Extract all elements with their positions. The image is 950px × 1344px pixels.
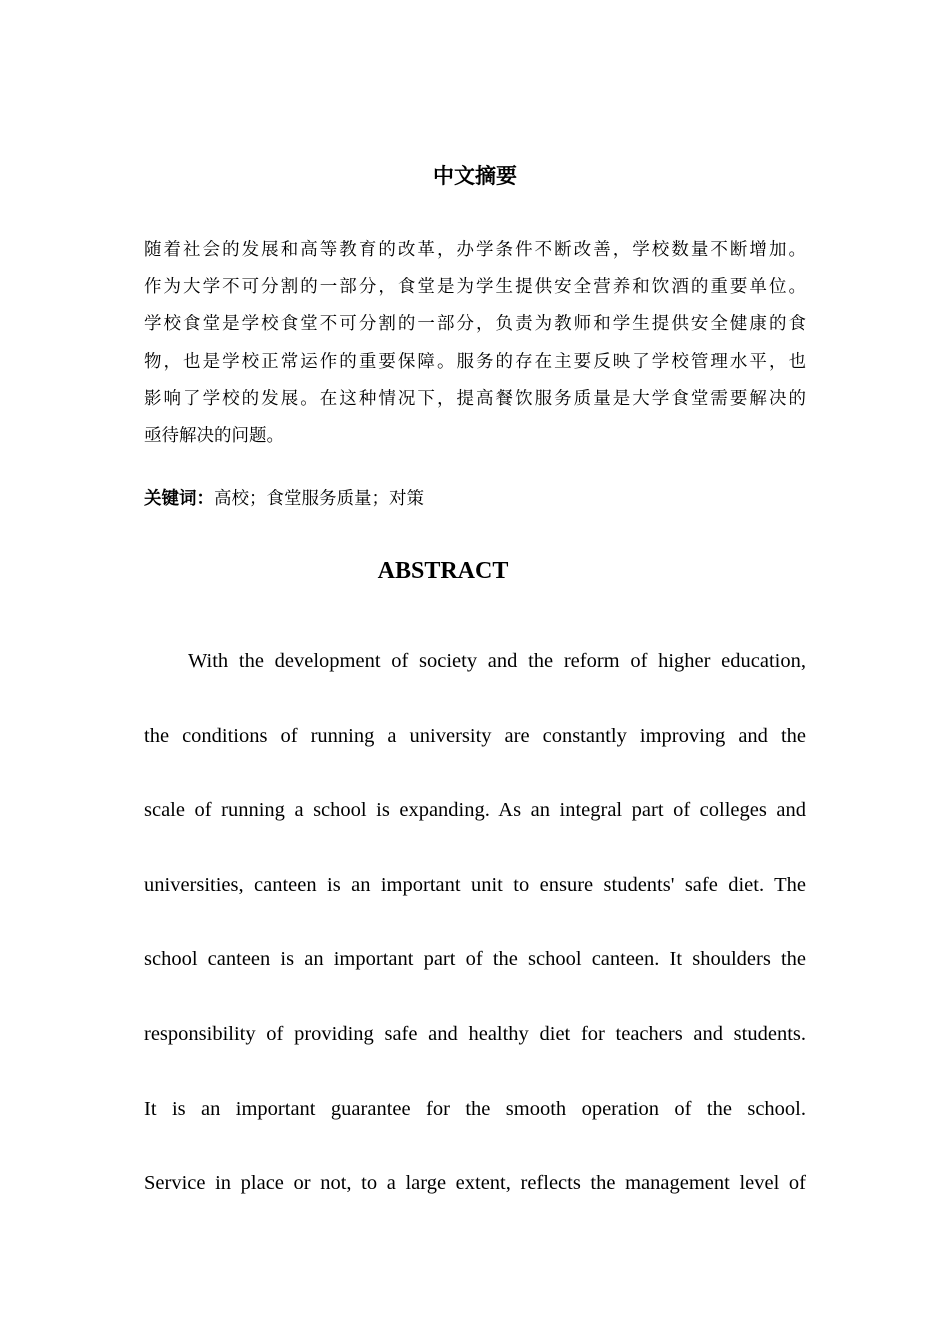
english-abstract-line: It is an important guarantee for the smooth operation of the school. xyxy=(144,1097,806,1120)
keywords-label: 关键词： xyxy=(144,489,214,509)
english-abstract-line: school canteen is an important part of the school canteen. It shoulders the xyxy=(144,948,806,971)
english-abstract-line: scale of running a school is expanding. As an integral part of colleges and xyxy=(144,799,806,822)
english-abstract-line: the conditions of running a university are constantly improving and the xyxy=(144,724,806,747)
english-abstract-line: Service in place or not, to a large extent, reflects the management level of xyxy=(144,1172,806,1195)
english-abstract-line: responsibility of providing safe and healthy diet for teachers and students. xyxy=(144,1022,806,1045)
chinese-abstract-line: 作为大学不可分割的一部分，食堂是为学生提供安全营养和饮酒的重要单位。 xyxy=(144,277,806,298)
english-abstract-line: With the development of society and the reform of higher education, xyxy=(188,650,806,672)
chinese-abstract-title: 中文摘要 xyxy=(433,164,517,188)
chinese-abstract-line: 随着社会的发展和高等教育的改革，办学条件不断改善，学校数量不断增加。 xyxy=(144,240,806,260)
keywords-line xyxy=(144,484,424,514)
english-abstract-line: universities, canteen is an important unit to ensure students' safe diet. The xyxy=(144,873,806,896)
chinese-abstract-body xyxy=(144,232,806,455)
chinese-abstract-line: 亟待解决的问题。 xyxy=(144,425,284,446)
english-abstract-title: ABSTRACT xyxy=(377,558,509,584)
chinese-abstract-line: 学校食堂是学校食堂不可分割的一部分，负责为教师和学生提供安全健康的食 xyxy=(144,314,806,335)
chinese-abstract-line: 影响了学校的发展。在这种情况下，提高餐饮服务质量是大学食堂需要解决的 xyxy=(144,388,806,409)
english-abstract-body xyxy=(144,640,806,1237)
chinese-abstract-line: 物，也是学校正常运作的重要保障。服务的存在主要反映了学校管理水平，也 xyxy=(144,351,806,372)
keywords-text: 高校；食堂服务质量；对策 xyxy=(214,489,424,509)
